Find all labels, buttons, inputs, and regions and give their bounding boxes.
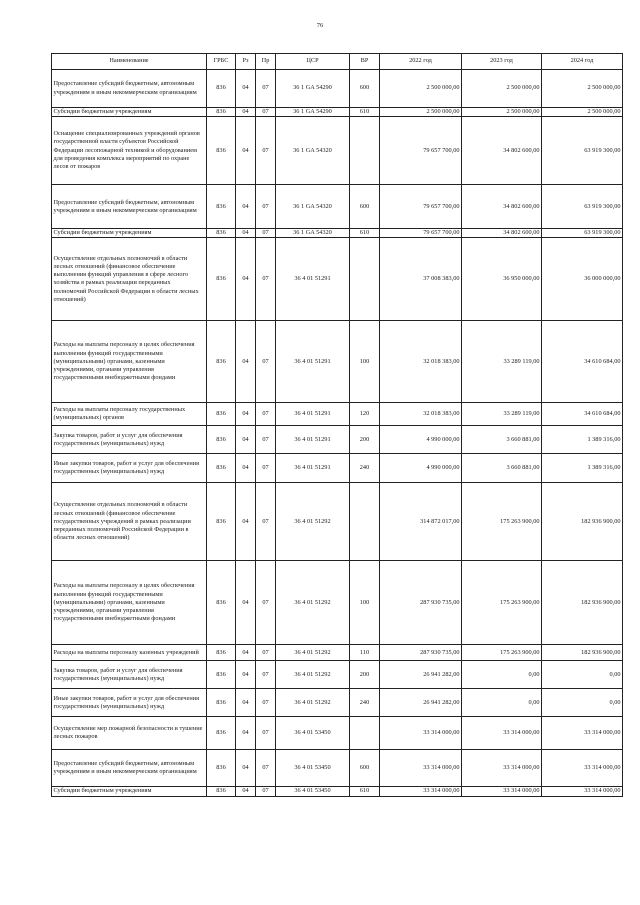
table-row: [52, 117, 623, 185]
cell-2024: 33 314 000,00: [542, 787, 623, 796]
table-row: [52, 689, 623, 717]
cell-pr: 07: [256, 661, 276, 689]
cell-pr: 07: [256, 561, 276, 645]
cell-2024: 0,00: [542, 689, 623, 717]
cell-2024: 182 936 900,00: [542, 483, 623, 561]
cell-vr: 110: [350, 645, 380, 661]
cell-csr: 36 4 01 51292: [276, 689, 350, 717]
cell-name: Закупка товаров, работ и услуг для обеспечения государственных (муниципальных) нужд: [52, 426, 207, 454]
cell-grbs: 836: [207, 750, 236, 787]
cell-vr: 100: [350, 321, 380, 403]
table-row: [52, 454, 623, 483]
cell-2024: 182 936 900,00: [542, 645, 623, 661]
cell-rz: 04: [236, 117, 256, 185]
cell-name: Расходы на выплаты персоналу в целях обеспечения выполнения функций государственными (муниципальными) органами, казенными учреждениями, органами управления государственными внебюджетными фондами: [52, 561, 207, 645]
cell-rz: 04: [236, 661, 256, 689]
cell-pr: 07: [256, 403, 276, 426]
cell-2022: 79 657 700,00: [380, 185, 462, 229]
cell-pr: 07: [256, 750, 276, 787]
cell-rz: 04: [236, 483, 256, 561]
header-vr: ВР: [350, 54, 380, 70]
cell-2023: 33 289 119,00: [462, 403, 542, 426]
cell-2024: 1 389 316,00: [542, 454, 623, 483]
table-row: [52, 70, 623, 108]
cell-rz: 04: [236, 561, 256, 645]
table-header-row: [52, 54, 623, 70]
cell-vr: 120: [350, 403, 380, 426]
cell-name: Предоставление субсидий бюджетным, автономным учреждениям и иным некоммерческим организациям: [52, 185, 207, 229]
cell-rz: 04: [236, 321, 256, 403]
cell-vr: 240: [350, 689, 380, 717]
cell-grbs: 836: [207, 185, 236, 229]
table-row: [52, 185, 623, 229]
header-csr: ЦСР: [276, 54, 350, 70]
cell-grbs: 836: [207, 661, 236, 689]
cell-name: Иные закупки товаров, работ и услуг для обеспечения государственных (муниципальных) нужд: [52, 454, 207, 483]
header-2022: 2022 год: [380, 54, 462, 70]
cell-vr: 600: [350, 70, 380, 108]
cell-vr: 610: [350, 108, 380, 117]
cell-pr: 07: [256, 321, 276, 403]
table-row: [52, 108, 623, 117]
cell-grbs: 836: [207, 454, 236, 483]
cell-pr: 07: [256, 689, 276, 717]
table-row: [52, 717, 623, 750]
cell-2024: 33 314 000,00: [542, 750, 623, 787]
cell-2022: 26 941 282,00: [380, 689, 462, 717]
cell-2023: 0,00: [462, 689, 542, 717]
cell-2022: 314 872 017,00: [380, 483, 462, 561]
cell-pr: 07: [256, 454, 276, 483]
cell-2022: 37 008 383,00: [380, 238, 462, 321]
cell-rz: 04: [236, 426, 256, 454]
cell-2023: 3 660 881,00: [462, 454, 542, 483]
cell-2023: 3 660 881,00: [462, 426, 542, 454]
cell-csr: 36 1 GA 54320: [276, 117, 350, 185]
cell-rz: 04: [236, 403, 256, 426]
cell-name: Расходы на выплаты персоналу в целях обеспечения выполнения функций государственными (муниципальными) органами, казенными учреждениями, органами управления государственными внебюджетными фондами: [52, 321, 207, 403]
cell-2022: 32 018 383,00: [380, 403, 462, 426]
cell-vr: 610: [350, 787, 380, 796]
cell-vr: [350, 238, 380, 321]
cell-2022: 287 930 735,00: [380, 645, 462, 661]
header-2023: 2023 год: [462, 54, 542, 70]
cell-2022: 79 657 700,00: [380, 229, 462, 238]
table-row: [52, 229, 623, 238]
cell-name: Предоставление субсидий бюджетным, автономным учреждениям и иным некоммерческим организациям: [52, 70, 207, 108]
cell-rz: 04: [236, 689, 256, 717]
cell-csr: 36 4 01 53450: [276, 717, 350, 750]
cell-csr: 36 4 01 51292: [276, 561, 350, 645]
table-row: [52, 238, 623, 321]
cell-pr: 07: [256, 787, 276, 796]
cell-csr: 36 4 01 53450: [276, 787, 350, 796]
cell-csr: 36 4 01 51292: [276, 483, 350, 561]
cell-2024: 2 500 000,00: [542, 108, 623, 117]
cell-2022: 4 990 000,00: [380, 454, 462, 483]
cell-vr: [350, 117, 380, 185]
cell-2024: 34 610 684,00: [542, 403, 623, 426]
cell-grbs: 836: [207, 787, 236, 796]
cell-vr: 200: [350, 661, 380, 689]
cell-2024: 0,00: [542, 661, 623, 689]
cell-2022: 33 314 000,00: [380, 787, 462, 796]
cell-grbs: 836: [207, 403, 236, 426]
cell-2024: 1 389 316,00: [542, 426, 623, 454]
cell-2024: 63 919 300,00: [542, 185, 623, 229]
cell-2022: 2 500 000,00: [380, 108, 462, 117]
cell-grbs: 836: [207, 645, 236, 661]
cell-rz: 04: [236, 185, 256, 229]
cell-grbs: 836: [207, 321, 236, 403]
cell-2024: 182 936 900,00: [542, 561, 623, 645]
header-2024: 2024 год: [542, 54, 623, 70]
cell-2024: 34 610 684,00: [542, 321, 623, 403]
cell-csr: 36 4 01 51291: [276, 321, 350, 403]
cell-2024: 33 314 000,00: [542, 717, 623, 750]
cell-2022: 33 314 000,00: [380, 750, 462, 787]
cell-csr: 36 1 GA 54290: [276, 108, 350, 117]
cell-2024: 36 000 000,00: [542, 238, 623, 321]
cell-2023: 175 263 900,00: [462, 561, 542, 645]
table-body: [52, 70, 623, 797]
cell-2023: 33 289 119,00: [462, 321, 542, 403]
cell-pr: 07: [256, 108, 276, 117]
cell-grbs: 836: [207, 426, 236, 454]
cell-2023: 33 314 000,00: [462, 717, 542, 750]
cell-2022: 79 657 700,00: [380, 117, 462, 185]
cell-vr: 100: [350, 561, 380, 645]
cell-pr: 07: [256, 229, 276, 238]
cell-pr: 07: [256, 70, 276, 108]
header-rz: Рз: [236, 54, 256, 70]
cell-2023: 34 802 600,00: [462, 229, 542, 238]
cell-2023: 2 500 000,00: [462, 70, 542, 108]
cell-csr: 36 1 GA 54320: [276, 229, 350, 238]
cell-csr: 36 4 01 51291: [276, 403, 350, 426]
header-name: Наименование: [52, 54, 207, 70]
cell-rz: 04: [236, 238, 256, 321]
cell-csr: 36 4 01 53450: [276, 750, 350, 787]
cell-pr: 07: [256, 717, 276, 750]
cell-grbs: 836: [207, 561, 236, 645]
cell-2024: 2 500 000,00: [542, 70, 623, 108]
cell-vr: 610: [350, 229, 380, 238]
cell-vr: [350, 717, 380, 750]
cell-name: Расходы на выплаты персоналу государственных (муниципальных) органов: [52, 403, 207, 426]
table-row: [52, 321, 623, 403]
cell-csr: 36 4 01 51291: [276, 238, 350, 321]
cell-csr: 36 1 GA 54290: [276, 70, 350, 108]
cell-2023: 175 263 900,00: [462, 483, 542, 561]
cell-grbs: 836: [207, 689, 236, 717]
cell-2023: 34 802 600,00: [462, 185, 542, 229]
cell-2022: 287 930 735,00: [380, 561, 462, 645]
cell-name: Субсидии бюджетным учреждениям: [52, 108, 207, 117]
page-number: 76: [316, 22, 324, 29]
cell-name: Предоставление субсидий бюджетным, автономным учреждениям и иным некоммерческим организациям: [52, 750, 207, 787]
cell-rz: 04: [236, 108, 256, 117]
cell-grbs: 836: [207, 108, 236, 117]
cell-2022: 2 500 000,00: [380, 70, 462, 108]
cell-vr: 240: [350, 454, 380, 483]
cell-2024: 63 919 300,00: [542, 117, 623, 185]
cell-2023: 33 314 000,00: [462, 750, 542, 787]
cell-name: Закупка товаров, работ и услуг для обеспечения государственных (муниципальных) нужд: [52, 661, 207, 689]
header-pr: Пр: [256, 54, 276, 70]
cell-rz: 04: [236, 787, 256, 796]
cell-2023: 2 500 000,00: [462, 108, 542, 117]
cell-pr: 07: [256, 185, 276, 229]
cell-2023: 36 950 000,00: [462, 238, 542, 321]
cell-name: Оснащение специализированных учреждений органов государственной власти субъектов Российской Федерации лесопожарной техникой и оборудованием для проведения комплекса мероприятий по охране лесов от пожаров: [52, 117, 207, 185]
table-row: [52, 483, 623, 561]
cell-name: Осуществление отдельных полномочий в области лесных отношений (финансовое обеспечение государственных учреждений в рамках реализации переданных полномочий Российской Федерации в области лесных отношений): [52, 483, 207, 561]
cell-name: Субсидии бюджетным учреждениям: [52, 229, 207, 238]
table-row: [52, 661, 623, 689]
cell-vr: 600: [350, 185, 380, 229]
cell-rz: 04: [236, 229, 256, 238]
cell-csr: 36 4 01 51291: [276, 454, 350, 483]
cell-rz: 04: [236, 70, 256, 108]
cell-name: Субсидии бюджетным учреждениям: [52, 787, 207, 796]
budget-table: [51, 53, 623, 797]
table-row: [52, 561, 623, 645]
cell-csr: 36 4 01 51292: [276, 661, 350, 689]
cell-rz: 04: [236, 717, 256, 750]
cell-grbs: 836: [207, 117, 236, 185]
cell-grbs: 836: [207, 717, 236, 750]
cell-2022: 32 018 383,00: [380, 321, 462, 403]
cell-pr: 07: [256, 238, 276, 321]
cell-csr: 36 4 01 51291: [276, 426, 350, 454]
cell-grbs: 836: [207, 229, 236, 238]
table-row: [52, 403, 623, 426]
table-row: [52, 787, 623, 796]
cell-2023: 0,00: [462, 661, 542, 689]
cell-2022: 33 314 000,00: [380, 717, 462, 750]
cell-vr: 200: [350, 426, 380, 454]
cell-pr: 07: [256, 426, 276, 454]
cell-2023: 34 802 600,00: [462, 117, 542, 185]
header-grbs: ГРБС: [207, 54, 236, 70]
cell-2023: 33 314 000,00: [462, 787, 542, 796]
cell-2022: 4 990 000,00: [380, 426, 462, 454]
cell-2024: 63 919 300,00: [542, 229, 623, 238]
table-row: [52, 750, 623, 787]
cell-csr: 36 1 GA 54320: [276, 185, 350, 229]
cell-pr: 07: [256, 483, 276, 561]
cell-rz: 04: [236, 750, 256, 787]
cell-rz: 04: [236, 454, 256, 483]
cell-pr: 07: [256, 645, 276, 661]
cell-name: Осуществление отдельных полномочий в области лесных отношений (финансовое обеспечение выполнения функций управления в сфере лесного хозяйства в рамках реализации переданных полномочий Российской Федерации в области лесных отношений): [52, 238, 207, 321]
cell-vr: 600: [350, 750, 380, 787]
cell-name: Осуществление мер пожарной безопасности и тушение лесных пожаров: [52, 717, 207, 750]
table-row: [52, 645, 623, 661]
cell-pr: 07: [256, 117, 276, 185]
cell-2022: 26 941 282,00: [380, 661, 462, 689]
cell-grbs: 836: [207, 483, 236, 561]
cell-grbs: 836: [207, 70, 236, 108]
cell-vr: [350, 483, 380, 561]
cell-name: Расходы на выплаты персоналу казенных учреждений: [52, 645, 207, 661]
cell-rz: 04: [236, 645, 256, 661]
cell-grbs: 836: [207, 238, 236, 321]
cell-csr: 36 4 01 51292: [276, 645, 350, 661]
cell-name: Иные закупки товаров, работ и услуг для обеспечения государственных (муниципальных) нужд: [52, 689, 207, 717]
table-row: [52, 426, 623, 454]
cell-2023: 175 263 900,00: [462, 645, 542, 661]
